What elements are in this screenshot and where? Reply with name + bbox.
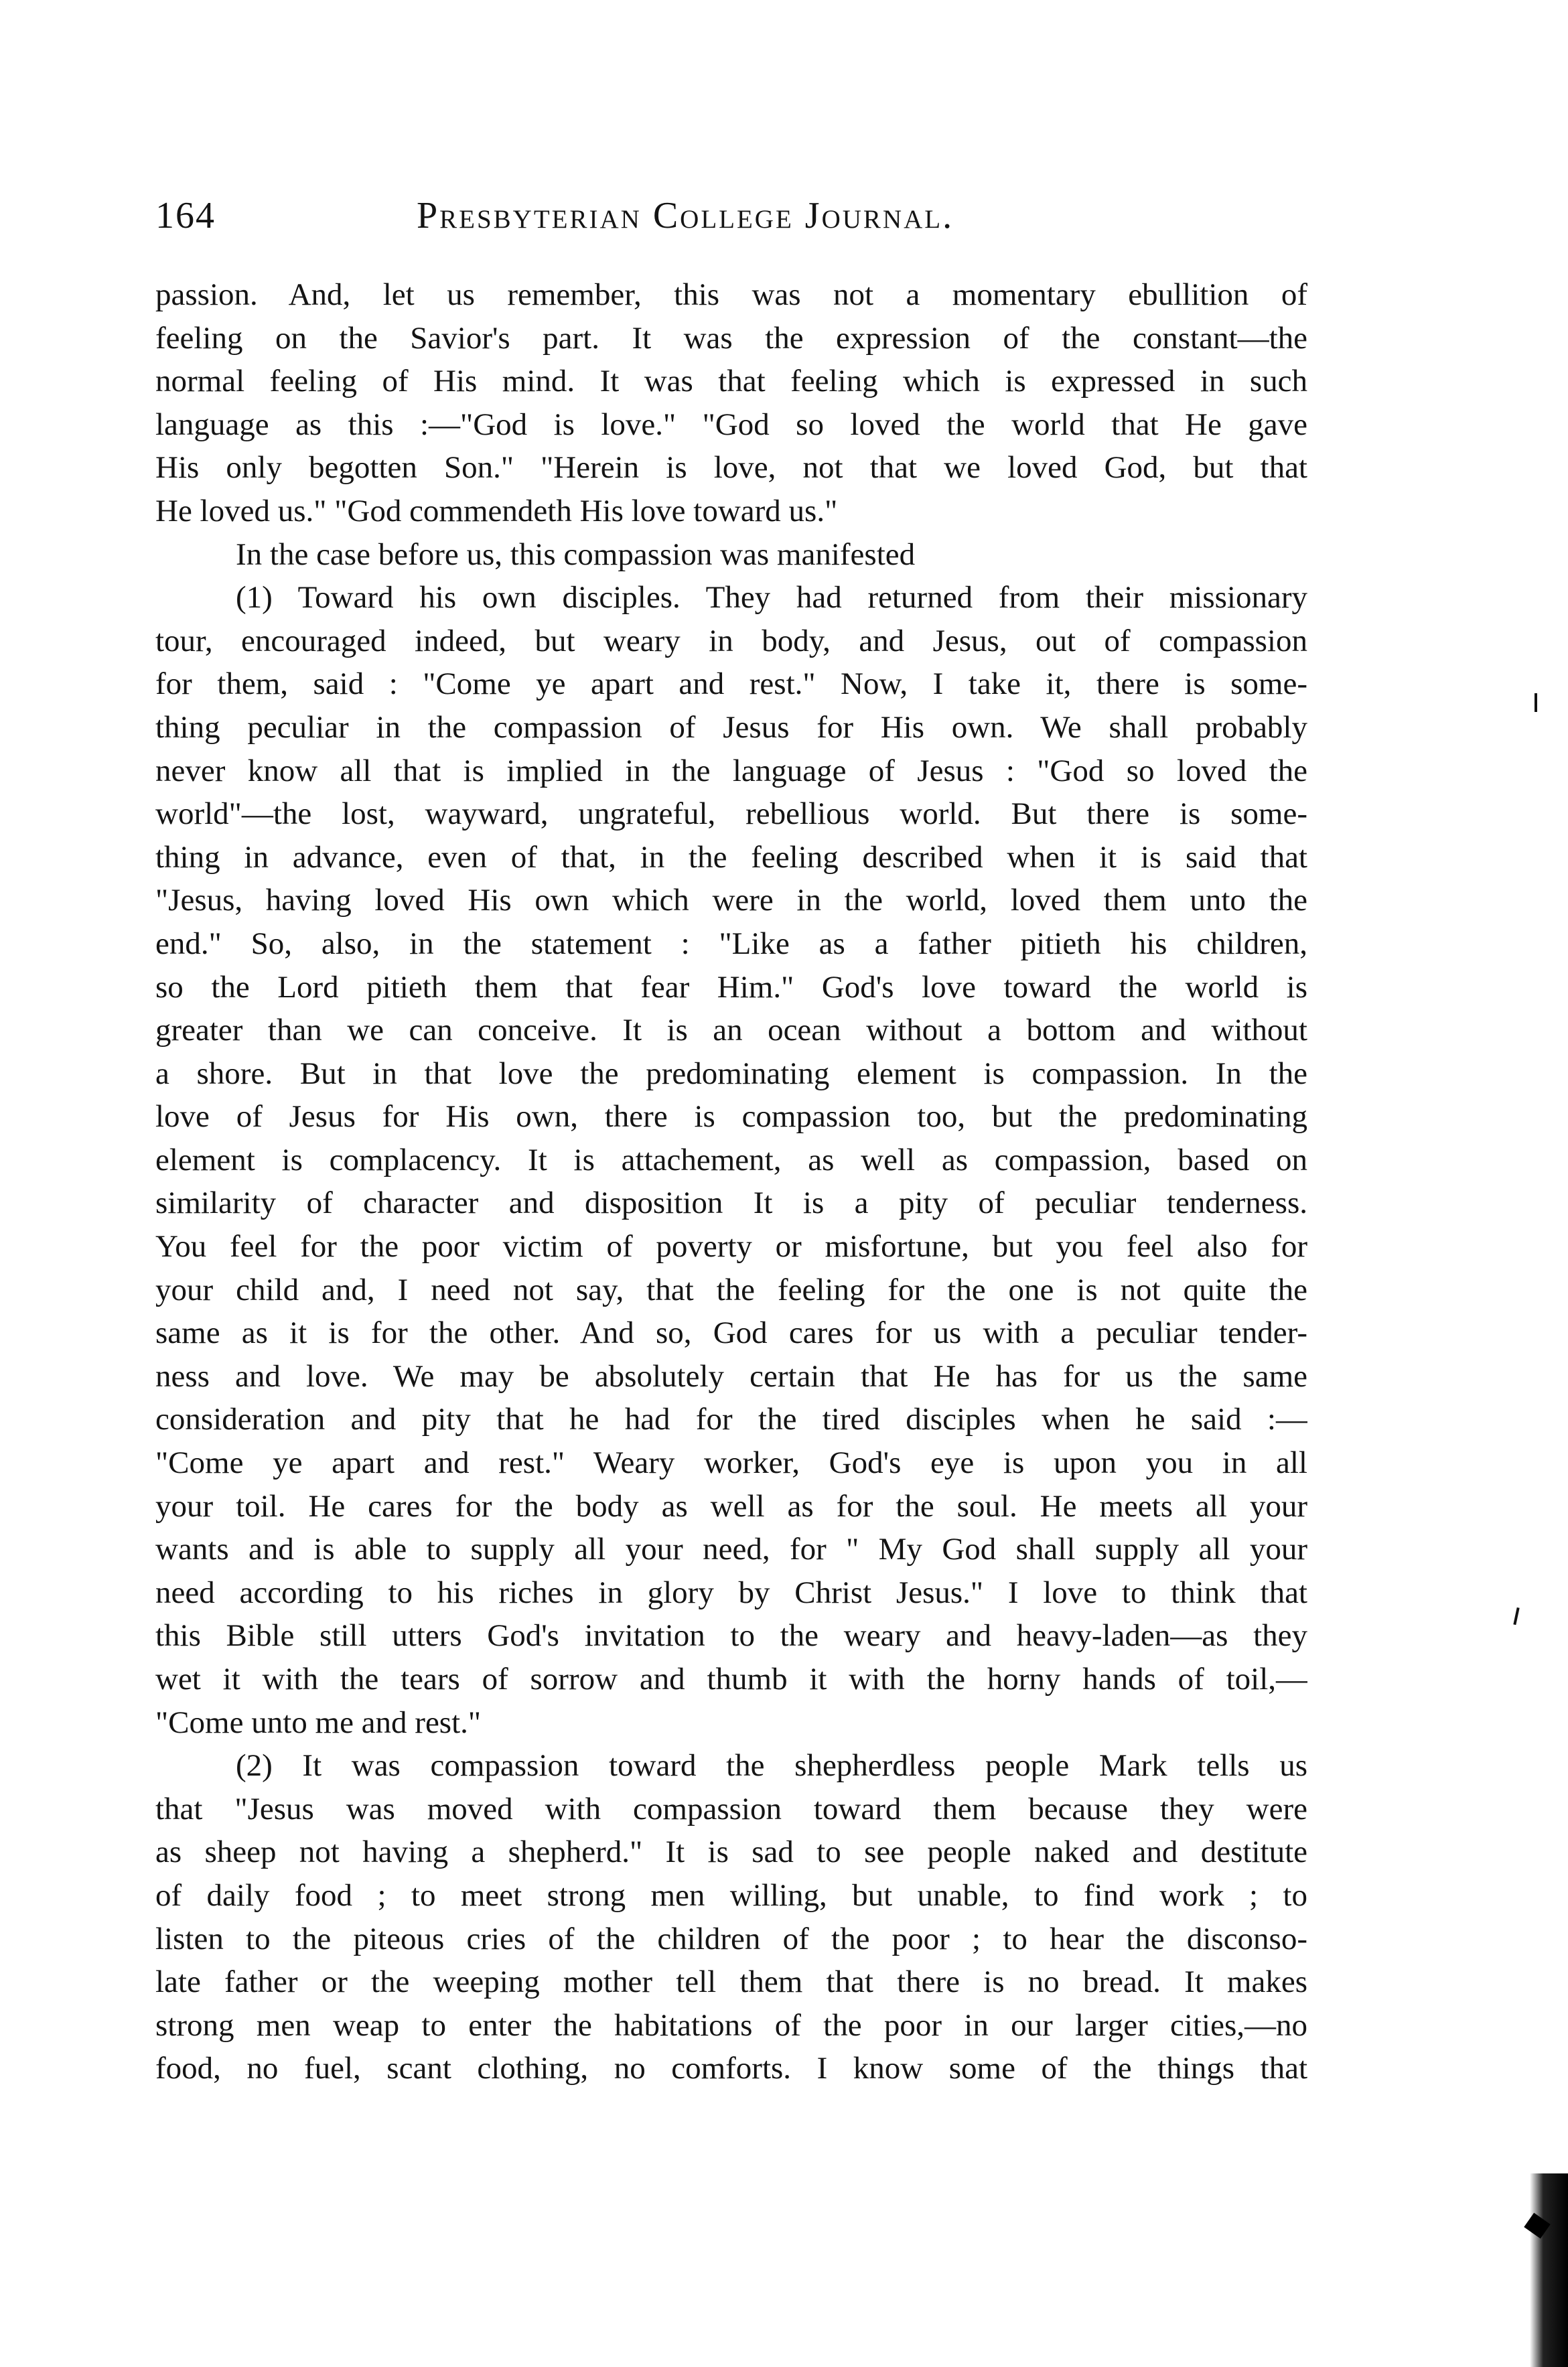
- text-line: greater than we can conceive. It is an ocean without a bottom and without: [155, 1013, 1307, 1048]
- text-line: thing peculiar in the compassion of Jesus for His own. We shall probably: [155, 709, 1307, 745]
- text-line: love of Jesus for His own, there is compassion too, but the predominating: [155, 1099, 1307, 1135]
- text-line: feeling on the Savior's part. It was the expression of the constant—the: [155, 320, 1307, 356]
- text-line: language as this :—"God is love." "God so loved the world that He gave: [155, 407, 1307, 442]
- page-number: 164: [155, 195, 216, 236]
- text-line: that "Jesus was moved with compassion toward them because they were: [155, 1791, 1307, 1826]
- text-line: a shore. But in that love the predominating element is compassion. In the: [155, 1056, 1307, 1091]
- page-header: [155, 194, 1307, 248]
- text-line: need according to his riches in glory by Christ Jesus." I love to think that: [155, 1575, 1307, 1610]
- text-line: (2) It was compassion toward the shepherdless people Mark tells us: [236, 1748, 1307, 1784]
- text-line: He loved us." "God commendeth His love toward us.": [155, 493, 838, 528]
- text-line: this Bible still utters God's invitation to the weary and heavy-laden—as they: [155, 1618, 1307, 1654]
- text-line: world"—the lost, wayward, ungrateful, rebellious world. But there is some-: [155, 796, 1307, 832]
- text-line: element is complacency. It is attachement, as well as compassion, based on: [155, 1142, 1307, 1177]
- text-line: You feel for the poor victim of poverty or misfortune, but you feel also for: [155, 1229, 1307, 1265]
- text-line: late father or the weeping mother tell them that there is no bread. It makes: [155, 1964, 1307, 2000]
- margin-mark: [1513, 1607, 1519, 1625]
- text-line: In the case before us, this compassion was manifested: [236, 536, 916, 572]
- text-line: His only begotten Son." "Herein is love, not that we loved God, but that: [155, 450, 1307, 486]
- text-line: passion. And, let us remember, this was not a momentary ebullition of: [155, 277, 1307, 312]
- text-line: "Come ye apart and rest." Weary worker, God's eye is upon you in all: [155, 1445, 1307, 1481]
- text-line: ness and love. We may be absolutely certain that He has for us the same: [155, 1358, 1307, 1394]
- text-line: (1) Toward his own disciples. They had returned from their missionary: [236, 580, 1307, 616]
- text-line: same as it is for the other. And so, God cares for us with a peculiar tender-: [155, 1315, 1307, 1351]
- text-line: consideration and pity that he had for the tired disciples when he said :—: [155, 1402, 1307, 1437]
- scan-edge-shadow: [1530, 2173, 1568, 2367]
- text-line: for them, said : "Come ye apart and rest." Now, I take it, there is some-: [155, 666, 1307, 702]
- text-line: "Come unto me and rest.": [155, 1705, 482, 1740]
- text-line: never know all that is implied in the language of Jesus : "God so loved the: [155, 753, 1307, 788]
- text-line: of daily food ; to meet strong men willing, but unable, to find work ; to: [155, 1877, 1307, 1913]
- text-line: listen to the piteous cries of the children of the poor ; to hear the disconso-: [155, 1921, 1307, 1956]
- text-line: "Jesus, having loved His own which were in the world, loved them unto the: [155, 883, 1307, 918]
- text-line: tour, encouraged indeed, but weary in body, and Jesus, out of compassion: [155, 623, 1307, 658]
- text-line: end." So, also, in the statement : "Like as a father pitieth his children,: [155, 926, 1307, 961]
- text-line: so the Lord pitieth them that fear Him." God's love toward the world is: [155, 969, 1307, 1005]
- text-line: similarity of character and disposition It is a pity of peculiar tenderness.: [155, 1186, 1307, 1221]
- text-line: thing in advance, even of that, in the feeling described when it is said that: [155, 839, 1307, 875]
- text-line: as sheep not having a shepherd." It is sad to see people naked and destitute: [155, 1835, 1307, 1870]
- running-title: Presbyterian College Journal.: [417, 195, 954, 236]
- text-line: your child and, I need not say, that the feeling for the one is not quite the: [155, 1272, 1307, 1307]
- text-line: your toil. He cares for the body as well as for the soul. He meets all your: [155, 1488, 1307, 1524]
- body-text: [155, 273, 1307, 2090]
- margin-mark: [1535, 693, 1537, 712]
- text-line: food, no fuel, scant clothing, no comforts. I know some of the things that: [155, 2051, 1307, 2086]
- text-line: normal feeling of His mind. It was that feeling which is expressed in such: [155, 364, 1307, 399]
- text-line: strong men weap to enter the habitations of the poor in our larger cities,—no: [155, 2007, 1307, 2043]
- text-line: wet it with the tears of sorrow and thumb it with the horny hands of toil,—: [155, 1662, 1307, 1697]
- text-line: wants and is able to supply all your need, for " My God shall supply all your: [155, 1532, 1307, 1567]
